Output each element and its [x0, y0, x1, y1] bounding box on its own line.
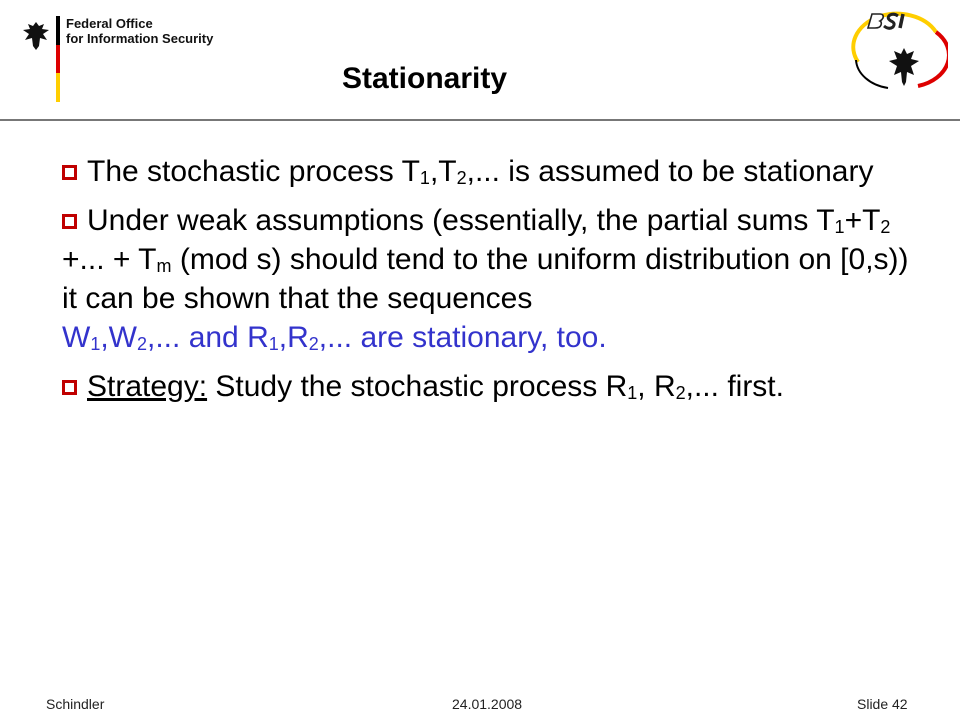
- checkbox-bullet-icon: [62, 380, 77, 395]
- footer-slide-number: Slide 42: [857, 696, 908, 712]
- bsi-logo: [848, 10, 948, 95]
- bsi-eagle-icon: [889, 48, 919, 86]
- flag-stripe-black: [56, 16, 60, 45]
- title-divider: [0, 119, 960, 121]
- org-name-line2: for Information Security: [66, 31, 214, 46]
- highlighted-sequences: $W_1,W_2$,... and $R_1,R_2$,... are stationary, too.: [62, 321, 607, 354]
- slide-body: [62, 152, 922, 416]
- bullet-point-2: Under weak assumptions (essentially, the partial sums $T_1+T_2$ +... + $T_m$ (mod s) should tend to the uniform distribution on [0,s)) it can be shown that the sequences $W_1,W_2$,... and $R_1,R_2$,... are stationary, too.: [62, 204, 909, 354]
- org-name: [66, 16, 213, 46]
- checkbox-bullet-icon: [62, 165, 77, 180]
- flag-stripe-red: [56, 45, 60, 74]
- strategy-label: Strategy:: [87, 370, 208, 403]
- footer-date: 24.01.2008: [452, 696, 523, 712]
- footer-author: Schindler: [46, 696, 105, 712]
- slide-title: Stationarity: [342, 62, 508, 95]
- flag-stripe-gold: [56, 73, 60, 102]
- federal-eagle-icon: [22, 20, 50, 52]
- org-name-line1: Federal Office: [66, 16, 153, 31]
- bullet-point-1: The stochastic process $T_1,T_2$,... is assumed to be stationary: [62, 152, 922, 191]
- conclusion-line: it can be shown that the sequences: [62, 282, 533, 315]
- bullet-point-3: Strategy: Study the stochastic process $R_1$, $R_2$,... first.: [62, 367, 922, 406]
- checkbox-bullet-icon: [62, 214, 77, 229]
- flag-bar: [56, 16, 60, 102]
